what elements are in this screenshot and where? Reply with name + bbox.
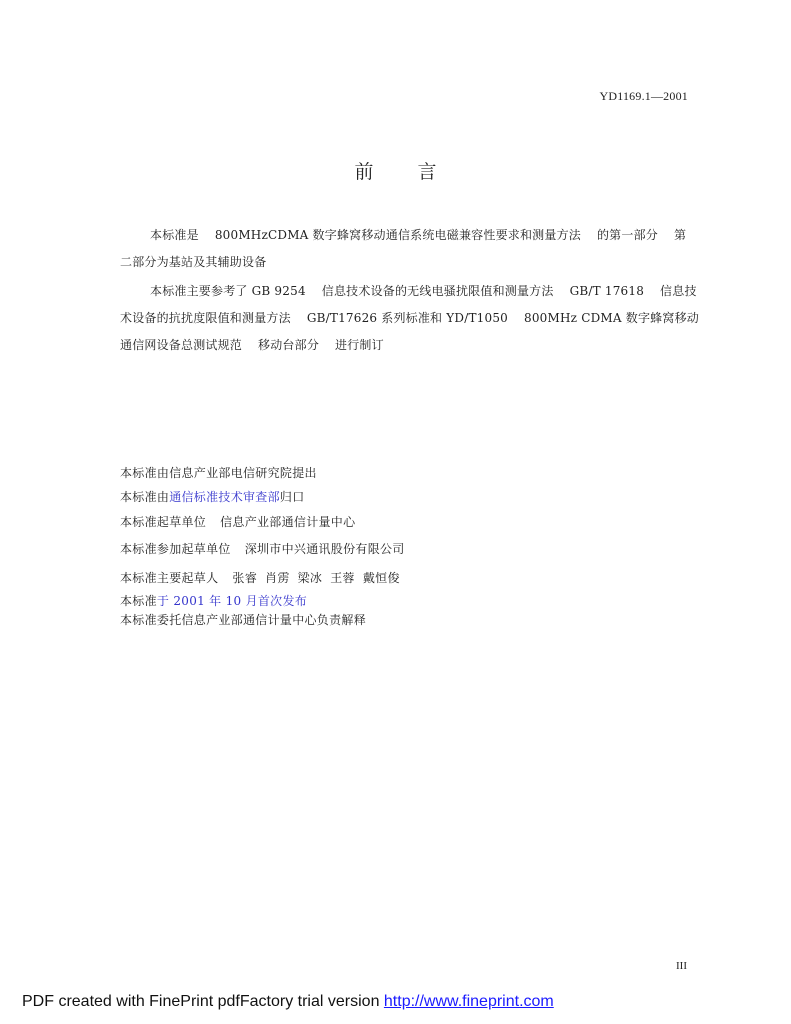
interpretation-line: 本标准委托信息产业部通信计量中心负责解释 bbox=[120, 613, 367, 627]
paragraph-line bbox=[120, 332, 690, 359]
text-span: 本标准 bbox=[120, 594, 157, 608]
text-span: 的第一部分 bbox=[596, 228, 658, 242]
page-title: 前言 bbox=[354, 161, 481, 183]
text-span: 本标准由 bbox=[120, 490, 170, 504]
text-span: 本标准起草单位 bbox=[120, 515, 207, 529]
proposer-line: 本标准由信息产业部电信研究院提出 bbox=[120, 466, 317, 480]
foreword-paragraph-2 bbox=[120, 278, 699, 359]
page-number: III bbox=[676, 960, 687, 972]
drafting-unit-line bbox=[120, 513, 355, 530]
highlighted-text: 通信标准技术审查部 bbox=[169, 490, 280, 504]
text-span: GB/T17626 系列标准和 YD/T1050 bbox=[306, 311, 508, 325]
paragraph-line bbox=[120, 278, 697, 305]
text-span: 信息技 bbox=[660, 284, 697, 298]
document-code: YD1169.1—2001 bbox=[599, 89, 688, 103]
text-span: 术设备的抗扰度限值和测量方法 bbox=[120, 311, 291, 325]
drafter-name: 戴恒俊 bbox=[362, 571, 400, 585]
drafter-name: 肖雳 bbox=[265, 571, 290, 585]
co-drafting-unit-line bbox=[120, 540, 405, 557]
text-span: 本标准是 bbox=[150, 228, 199, 242]
fineprint-link[interactable]: http://www.fineprint.com bbox=[383, 993, 554, 1010]
paragraph-line bbox=[120, 305, 699, 332]
text-span: 本标准主要参考了 GB 9254 bbox=[150, 284, 306, 298]
text-span: GB/T 17618 bbox=[569, 284, 645, 298]
text-span: 移动台部分 bbox=[258, 338, 320, 352]
highlighted-text: 于 2001 年 10 月首次发布 bbox=[156, 594, 308, 608]
drafter-name: 张睿 bbox=[232, 571, 258, 585]
text-span: 信息技术设备的无线电骚扰限值和测量方法 bbox=[321, 284, 554, 298]
text-span: 本标准参加起草单位 bbox=[120, 542, 231, 556]
drafters-line bbox=[120, 569, 400, 586]
text-span: 通信网设备总测试规范 bbox=[120, 338, 243, 352]
text-span: 第 bbox=[673, 228, 687, 242]
text-span: 进行制订 bbox=[335, 338, 384, 352]
text-span: 深圳市中兴通讯股份有限公司 bbox=[244, 542, 405, 556]
drafter-name: 王蓉 bbox=[330, 571, 355, 585]
release-line bbox=[120, 592, 307, 609]
drafter-name: 梁冰 bbox=[297, 571, 323, 585]
text-span: 信息产业部通信计量中心 bbox=[220, 515, 356, 529]
centralized-line bbox=[120, 488, 305, 505]
text-span: 800MHzCDMA 数字蜂窝移动通信系统电磁兼容性要求和测量方法 bbox=[214, 228, 581, 242]
text-span: 归口 bbox=[279, 490, 305, 504]
text-span: 800MHz CDMA 数字蜂窝移动 bbox=[524, 311, 699, 325]
footer-text: PDF created with FinePrint pdfFactory trial version bbox=[22, 993, 384, 1010]
paragraph-line: 二部分为基站及其辅助设备 bbox=[120, 255, 267, 269]
paragraph-line bbox=[120, 222, 690, 249]
foreword-paragraph-1 bbox=[120, 222, 690, 276]
pdf-footer bbox=[22, 993, 554, 1011]
text-span: 本标准主要起草人 bbox=[120, 571, 219, 585]
